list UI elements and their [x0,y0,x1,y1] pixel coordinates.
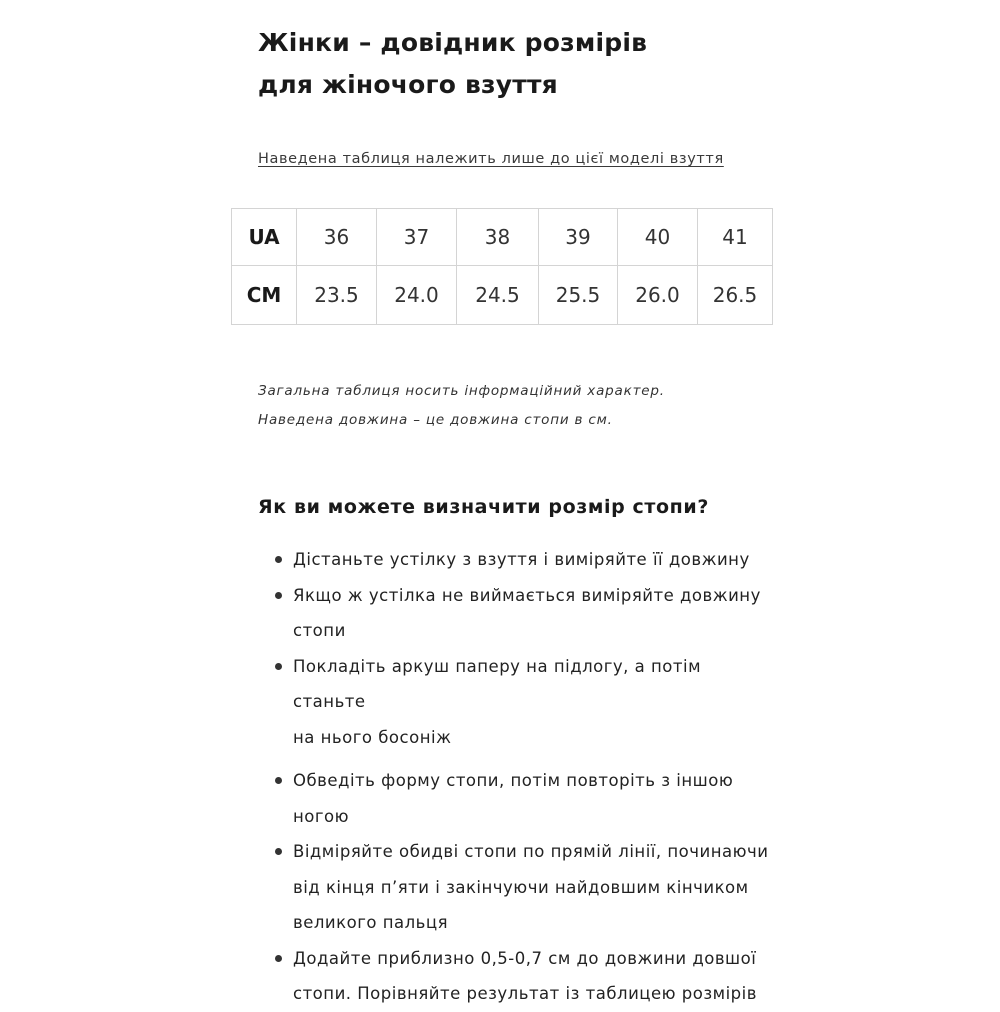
step-text: стопи [293,621,346,640]
step-text: Якщо ж устілка не виймається виміряйте довжину [293,585,761,605]
model-notice: Наведена таблиця належить лише до цієї моделі взуття [258,151,724,167]
page-title-line-1: Жінки – довідник розмірів [258,28,648,57]
step-text: великого пальця [293,913,449,932]
step-text: Додайте приблизно 0,5-0,7 см до довжини довшої [293,948,757,968]
size-table [231,208,773,325]
bullet-icon [275,663,282,670]
cm-length-cell: 24.0 [377,266,457,325]
ua-size-cell: 39 [539,209,618,266]
how-to-heading: Як ви можете визначити розмір стопи? [258,496,709,518]
cm-length-cell: 26.5 [698,266,773,325]
bullet-icon [275,592,282,599]
ua-size-cell: 36 [297,209,377,266]
row-label-cm: CM [232,266,297,325]
length-note: Наведена довжина – це довжина стопи в см. [258,412,613,428]
list-item [275,542,775,578]
page-title [258,22,818,106]
step-text: на нього босоніж [293,727,452,747]
list-item [275,941,775,1012]
ua-size-cell: 41 [698,209,773,266]
step-text: стопи. Порівняйте результат із таблицею розмірів [293,984,757,1003]
step-text: ногою [293,806,350,826]
ua-size-cell: 37 [377,209,457,266]
list-item [275,763,775,834]
list-item [275,649,775,756]
cm-length-cell: 23.5 [297,266,377,325]
cm-length-cell: 25.5 [539,266,618,325]
size-table-row-cm [232,266,773,325]
step-text: Дістаньте устілку з взуття і виміряйте її довжину [293,550,750,569]
bullet-icon [275,556,282,563]
bullet-icon [275,955,282,962]
measure-steps-list [275,542,775,1012]
step-text: Покладіть аркуш паперу на підлогу, а потім станьте [293,656,702,711]
row-label-ua: UA [232,209,297,266]
ua-size-cell: 40 [618,209,698,266]
page-title-line-2: для жіночого взуття [258,70,558,99]
bullet-icon [275,848,282,855]
step-text: від кінця п’яти і закінчуючи найдовшим кінчиком [293,877,749,897]
info-note: Загальна таблиця носить інформаційний характер. [258,383,665,399]
list-item [275,834,775,941]
cm-length-cell: 26.0 [618,266,698,325]
list-item [275,578,775,649]
step-text: Обведіть форму стопи, потім повторіть з іншою [293,771,734,790]
size-table-row-ua [232,209,773,266]
ua-size-cell: 38 [457,209,539,266]
cm-length-cell: 24.5 [457,266,539,325]
bullet-icon [275,777,282,784]
step-text: Відміряйте обидві стопи по прямій лінії, починаючи [293,842,769,861]
